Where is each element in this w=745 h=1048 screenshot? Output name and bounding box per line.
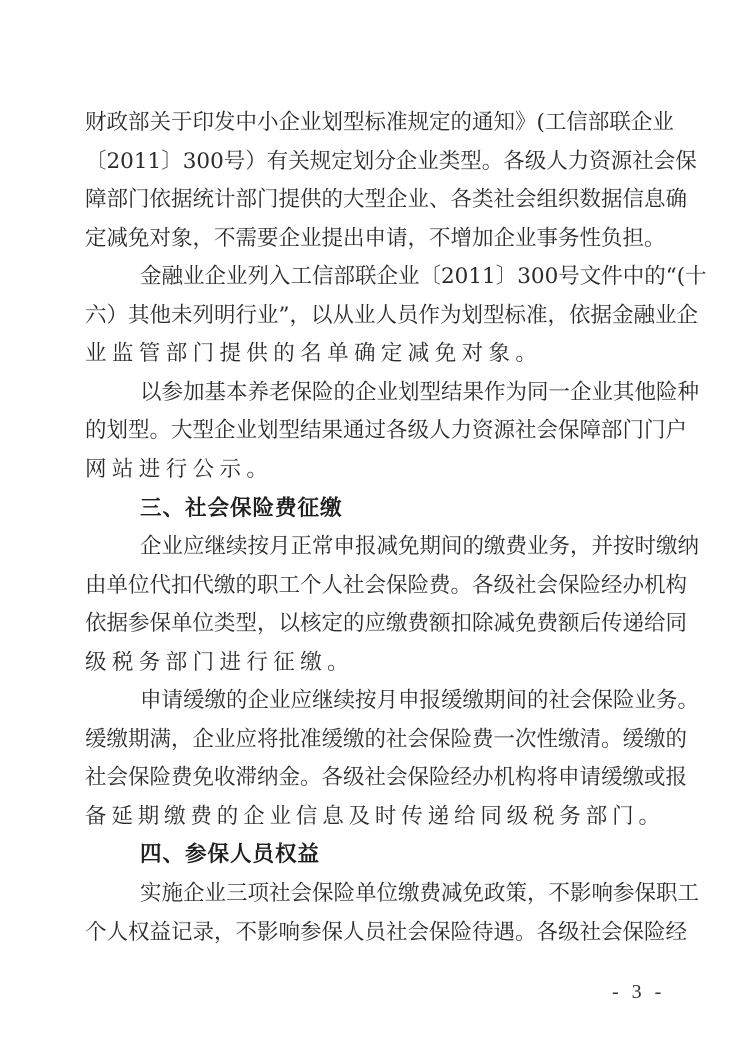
section-heading: 四、参保人员权益	[140, 842, 321, 868]
text-line: 六）其他未列明行业”，以从业人员作为划型标准，依据金融业企	[85, 302, 698, 328]
text-line: 申请缓缴的企业应继续按月申报缓缴期间的社会保险业务。	[140, 688, 700, 714]
text-line: 的划型。大型企业划型结果通过各级人力资源社会保障部门门户	[85, 418, 688, 444]
text-line: 依据参保单位类型，以核定的应缴费额扣除减免费额后传递给同	[85, 611, 688, 637]
text-line: 企业应继续按月正常申报减免期间的缴费业务，并按时缴纳	[140, 534, 700, 560]
text-line: 业监管部门提供的名单确定减免对象。	[85, 341, 543, 367]
text-line: 以参加基本养老保险的企业划型结果作为同一企业其他险种	[140, 379, 700, 405]
text-line: 级税务部门进行征缴。	[85, 649, 355, 675]
text-line: 网站进行公示。	[85, 456, 274, 482]
text-line: 个人权益记录，不影响参保人员社会保险待遇。各级社会保险经	[85, 919, 688, 945]
section-heading: 三、社会保险费征缴	[140, 495, 343, 521]
text-line: 金融业企业列入工信部联企业〔2011〕300号文件中的“(十	[140, 264, 707, 290]
text-line: 由单位代扣代缴的职工个人社会保险费。各级社会保险经办机构	[85, 572, 688, 598]
text-line: 社会保险费免收滞纳金。各级社会保险经办机构将申请缓缴或报	[85, 765, 688, 791]
text-line: 缓缴期满，企业应将批准缓缴的社会保险费一次性缴清。缓缴的	[85, 726, 688, 752]
text-line: 实施企业三项社会保险单位缴费减免政策，不影响参保职工	[140, 881, 700, 906]
text-line: 障部门依据统计部门提供的大型企业、各类社会组织数据信息确	[85, 187, 688, 213]
text-line: 定减免对象，不需要企业提出申请，不增加企业事务性负担。	[85, 225, 666, 251]
text-line: 〔2011〕300号）有关规定划分企业类型。各级人力资源社会保	[85, 148, 697, 174]
text-line: 财政部关于印发中小企业划型标准规定的通知》(工信部联企业	[85, 110, 674, 135]
page-number: - 3 -	[612, 981, 666, 1003]
text-line: 备延期缴费的企业信息及时传递给同级税务部门。	[85, 803, 665, 829]
